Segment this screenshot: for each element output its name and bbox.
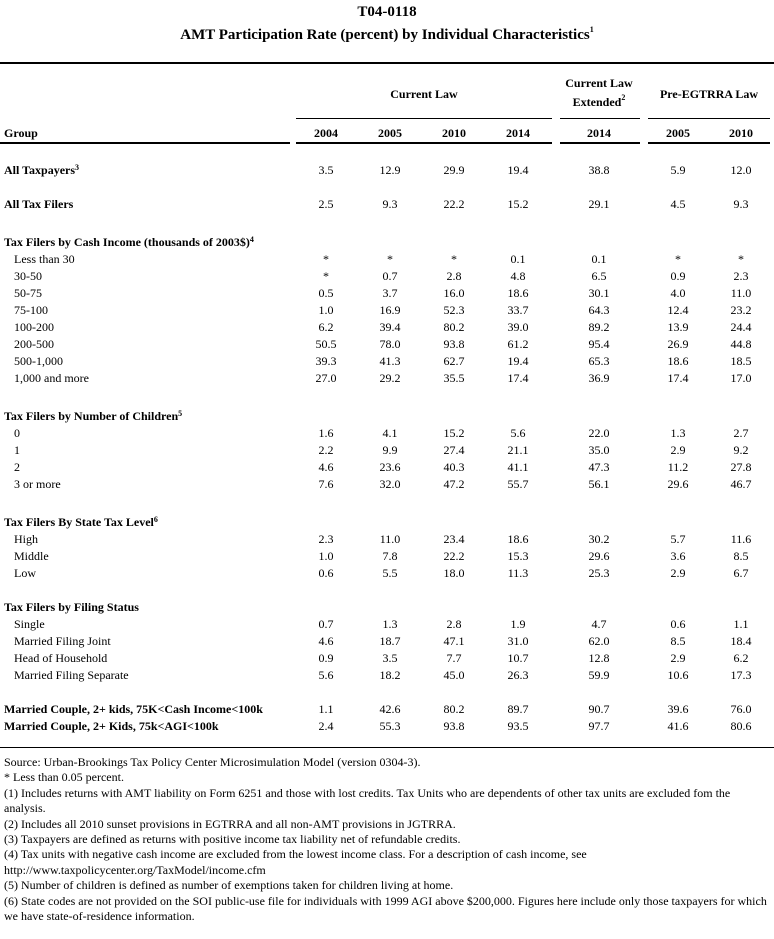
table-row [0,634,774,651]
header-bottom-rule-4 [648,142,770,144]
table-cell: 7.6 [318,477,334,491]
footnote: Source: Urban-Brookings Tax Policy Center Microsimulation Model (version 0304-3). [4,755,421,769]
table-cell: 0.5 [318,286,334,300]
table-cell: 2.8 [446,269,462,283]
row-label: 50-75 [14,286,42,300]
table-cell: 23.6 [379,460,401,474]
table-cell: 0.1 [510,252,526,266]
header-group: Group [4,126,38,140]
row-label: 0 [14,426,20,440]
table-cell: 27.4 [443,443,465,457]
table-cell: 3.5 [382,651,398,665]
table-row [0,197,774,214]
top-rule [0,62,774,64]
table-cell: 17.4 [507,371,529,385]
table-cell: 41.6 [667,719,689,733]
table-cell: 76.0 [730,702,752,716]
table-cell: 80.2 [443,702,465,716]
table-cell: 3.6 [670,549,686,563]
row-label: Married Couple, 2+ Kids, 75k<AGI<100k [4,719,219,733]
table-cell: * [387,252,393,266]
table-row [0,337,774,354]
footnote: (4) Tax units with negative cash income are excluded from the lowest income class. For a description of cash income, see http://www.taxpolicycenter.org/TaxModel/income.cfm [4,847,587,877]
table-row [0,532,774,549]
row-label: Single [14,617,45,631]
table-cell: 6.2 [318,320,334,334]
table-title-text: AMT Participation Rate (percent) by Individual Characteristics [180,27,590,43]
table-cell: 12.9 [379,163,401,177]
table-cell: 18.6 [507,532,529,546]
table-cell: 23.4 [443,532,465,546]
table-cell: 2.5 [318,197,334,211]
table-cell: 17.0 [730,371,752,385]
table-cell: 9.3 [733,197,749,211]
table-row [0,163,774,180]
table-cell: 16.9 [379,303,401,317]
table-row [0,443,774,460]
table-cell: 10.7 [507,651,529,665]
table-cell: 3.5 [318,163,334,177]
year-header: 2010 [442,126,466,140]
table-cell: 2.2 [318,443,334,457]
table-cell: 41.1 [507,460,529,474]
table-cell: 1.3 [670,426,686,440]
table-cell: 5.6 [318,668,334,682]
table-cell: 13.9 [667,320,689,334]
table-cell: 22.0 [588,426,610,440]
header-years-row [0,126,774,143]
table-cell: 18.5 [730,354,752,368]
table-cell: 0.1 [591,252,607,266]
table-row [0,426,774,443]
table-cell: 15.2 [507,197,529,211]
table-cell: 56.1 [588,477,610,491]
table-cell: 1.0 [318,303,334,317]
table-cell: 33.7 [507,303,529,317]
table-cell: 2.3 [733,269,749,283]
table-cell: 26.3 [507,668,529,682]
year-header: 2005 [378,126,402,140]
table-cell: 19.4 [507,354,529,368]
section-heading-row [0,515,774,532]
table-cell: 2.9 [670,443,686,457]
table-cell: 7.7 [446,651,462,665]
table-cell: 80.2 [443,320,465,334]
row-footnote-ref: 3 [75,163,80,172]
header-pre-egtrra: Pre-EGTRRA Law [659,87,759,101]
table-cell: * [675,252,681,266]
table-cell: 36.9 [588,371,610,385]
table-cell: 93.8 [443,337,465,351]
table-cell: 18.7 [379,634,401,648]
row-label: All Tax Filers [4,197,74,211]
table-cell: 16.0 [443,286,465,300]
table-cell: 22.2 [443,197,465,211]
table-cell: 6.7 [733,566,749,580]
table-cell: 18.6 [507,286,529,300]
section-heading-row [0,600,774,617]
table-title [0,27,774,44]
table-cell: 40.3 [443,460,465,474]
table-cell: 0.9 [670,269,686,283]
table-cell: 25.3 [588,566,610,580]
header-extended-text: Extended [572,95,622,109]
table-cell: 18.6 [667,354,689,368]
table-row [0,719,774,736]
header-current-law-extended-line2 [552,95,646,110]
table-cell: 78.0 [379,337,401,351]
table-cell: 15.2 [443,426,465,440]
table-cell: 5.9 [670,163,686,177]
row-label-text: Tax Filers by Cash Income (thousands of 2003$) [4,235,250,249]
table-cell: 93.8 [443,719,465,733]
row-label: 500-1,000 [14,354,63,368]
table-cell: 12.8 [588,651,610,665]
table-cell: 39.3 [315,354,337,368]
row-label-text: All Taxpayers [4,163,76,177]
table-cell: 15.3 [507,549,529,563]
row-label-text: Tax Filers By State Tax Level [4,515,154,529]
table-cell: 50.5 [315,337,337,351]
table-cell: 97.7 [588,719,610,733]
table-cell: 39.6 [667,702,689,716]
table-row [0,252,774,269]
row-label: Head of Household [14,651,108,665]
table-cell: 47.2 [443,477,465,491]
table-cell: 18.0 [443,566,465,580]
row-label: Married Couple, 2+ kids, 75K<Cash Income<100k [4,702,263,716]
header-rule-2 [560,118,640,119]
table-row [0,477,774,494]
table-cell: 46.7 [730,477,752,491]
row-footnote-ref: 6 [153,515,158,524]
table-cell: 17.3 [730,668,752,682]
table-cell: 38.8 [588,163,610,177]
header-rule-1 [296,118,552,119]
footnote: (3) Taxpayers are defined as returns with positive income tax liability net of refundable credits. [4,832,461,847]
header-extended-footnote-ref: 2 [621,93,626,102]
table-row [0,371,774,388]
row-label: Less than 30 [14,252,75,266]
table-cell: 2.8 [446,617,462,631]
table-cell: 1.0 [318,549,334,563]
table-row [0,286,774,303]
table-cell: 12.0 [730,163,752,177]
year-header: 2004 [314,126,338,140]
footnote: (6) State codes are not provided on the SOI public-use file for individuals with 1999 AGI above $200,000. Figures here include only those taxpayers for which we have state-of-residence information. [4,893,767,924]
row-footnote-ref: 4 [249,235,254,244]
row-label-text: Tax Filers by Number of Children [4,409,179,423]
table-cell: 2.9 [670,566,686,580]
row-label [4,409,294,424]
table-cell: 59.9 [588,668,610,682]
table-cell: 0.6 [318,566,334,580]
table-cell: 39.4 [379,320,401,334]
table-cell: 0.7 [318,617,334,631]
row-label [4,235,294,250]
table-cell: 62.0 [588,634,610,648]
table-cell: 2.9 [670,651,686,665]
table-cell: * [451,252,457,266]
footnote: * Less than 0.05 percent. [4,770,124,785]
row-label: High [14,532,38,546]
table-cell: 26.9 [667,337,689,351]
table-cell: 30.1 [588,286,610,300]
table-cell: 1.6 [318,426,334,440]
row-label: Middle [14,549,49,563]
header-bottom-rule-3 [560,142,640,144]
header-current-law-extended-line1: Current Law [565,76,633,90]
table-cell: 42.6 [379,702,401,716]
table-cell: 5.6 [510,426,526,440]
table-row [0,303,774,320]
row-label: 1 [14,443,20,457]
table-cell: 1.1 [318,702,334,716]
table-cell: 10.6 [667,668,689,682]
table-cell: 35.0 [588,443,610,457]
table-cell: 30.2 [588,532,610,546]
table-row [0,617,774,634]
row-label: Married Filing Joint [14,634,111,648]
table-cell: 6.5 [591,269,607,283]
table-cell: 44.8 [730,337,752,351]
table-cell: 31.0 [507,634,529,648]
row-label: 2 [14,460,20,474]
table-row [0,668,774,685]
table-cell: 90.7 [588,702,610,716]
table-cell: 95.4 [588,337,610,351]
table-cell: 24.4 [730,320,752,334]
row-label: 100-200 [14,320,54,334]
bottom-rule [0,747,774,748]
footnote: (5) Number of children is defined as number of exemptions taken for children living at home. [4,878,454,893]
row-label: 75-100 [14,303,48,317]
table-cell: 11.2 [667,460,689,474]
table-cell: 80.6 [730,719,752,733]
footnote: (2) Includes all 2010 sunset provisions in EGTRRA and all non-AMT provisions in JGTRRA. [4,816,456,831]
table-cell: 12.4 [667,303,689,317]
table-cell: 2.3 [318,532,334,546]
table-cell: 64.3 [588,303,610,317]
table-cell: 35.5 [443,371,465,385]
table-cell: 9.3 [382,197,398,211]
table-cell: 4.6 [318,460,334,474]
table-cell: 0.9 [318,651,334,665]
table-cell: 3.7 [382,286,398,300]
year-header: 2005 [666,126,690,140]
table-cell: 29.6 [667,477,689,491]
table-row [0,702,774,719]
table-cell: 9.2 [733,443,749,457]
year-header: 2014 [587,126,611,140]
table-cell: 4.8 [510,269,526,283]
table-cell: 5.5 [382,566,398,580]
title-footnote-ref: 1 [589,25,594,34]
table-cell: 18.2 [379,668,401,682]
table-cell: 1.9 [510,617,526,631]
year-header: 2010 [729,126,753,140]
table-cell: 21.1 [507,443,529,457]
table-cell: 61.2 [507,337,529,351]
footnote: (1) Includes returns with AMT liability on Form 6251 and those with lost credits. Tax Units who are dependents of other tax units are excluded fom the analysis. [4,785,731,816]
table-cell: * [323,252,329,266]
table-cell: 11.0 [379,532,401,546]
table-cell: 89.2 [588,320,610,334]
table-cell: 29.2 [379,371,401,385]
section-heading-row [0,235,774,252]
table-cell: 0.6 [670,617,686,631]
table-cell: 29.9 [443,163,465,177]
table-cell: 29.1 [588,197,610,211]
table-cell: 19.4 [507,163,529,177]
header-bottom-rule-2 [296,142,552,144]
table-cell: 18.4 [730,634,752,648]
table-cell: 41.3 [379,354,401,368]
table-cell: 2.4 [318,719,334,733]
row-label: 30-50 [14,269,42,283]
year-header: 2014 [506,126,530,140]
table-cell: 39.0 [507,320,529,334]
table-cell: 2.7 [733,426,749,440]
table-cell: 47.3 [588,460,610,474]
table-cell: 22.2 [443,549,465,563]
row-label: Married Filing Separate [14,668,129,682]
table-row [0,549,774,566]
table-row [0,651,774,668]
table-cell: 62.7 [443,354,465,368]
footnotes [4,755,770,924]
row-label: Tax Filers by Filing Status [4,600,139,614]
table-cell: * [738,252,744,266]
table-cell: 11.3 [507,566,529,580]
table-cell: * [323,269,329,283]
table-cell: 5.7 [670,532,686,546]
table-cell: 4.6 [318,634,334,648]
table-cell: 29.6 [588,549,610,563]
header-current-law: Current Law [390,87,458,101]
table-code: T04-0118 [357,4,417,20]
table-row [0,566,774,583]
table-cell: 4.7 [591,617,607,631]
table-cell: 52.3 [443,303,465,317]
row-label: Low [14,566,36,580]
table-cell: 8.5 [670,634,686,648]
row-label: 200-500 [14,337,54,351]
row-label: 3 or more [14,477,61,491]
table-cell: 11.6 [730,532,752,546]
table-cell: 45.0 [443,668,465,682]
table-cell: 0.7 [382,269,398,283]
row-label: 1,000 and more [14,371,89,385]
table-cell: 4.0 [670,286,686,300]
table-row [0,354,774,371]
table-cell: 23.2 [730,303,752,317]
table-cell: 9.9 [382,443,398,457]
table-cell: 55.3 [379,719,401,733]
table-cell: 27.8 [730,460,752,474]
table-cell: 17.4 [667,371,689,385]
table-row [0,320,774,337]
table-cell: 1.3 [382,617,398,631]
table-cell: 47.1 [443,634,465,648]
row-label [4,515,294,530]
table-cell: 4.1 [382,426,398,440]
row-label [4,163,294,178]
table-row [0,269,774,286]
header-rule-3 [648,118,770,119]
table-cell: 1.1 [733,617,749,631]
table-cell: 4.5 [670,197,686,211]
table-cell: 55.7 [507,477,529,491]
table-cell: 65.3 [588,354,610,368]
row-footnote-ref: 5 [178,409,183,418]
table-cell: 11.0 [730,286,752,300]
table-cell: 27.0 [315,371,337,385]
section-heading-row [0,409,774,426]
header-bottom-rule-1 [0,142,290,144]
table-row [0,460,774,477]
table-cell: 6.2 [733,651,749,665]
table-cell: 32.0 [379,477,401,491]
table-cell: 7.8 [382,549,398,563]
table-cell: 89.7 [507,702,529,716]
table-cell: 93.5 [507,719,529,733]
table-cell: 8.5 [733,549,749,563]
